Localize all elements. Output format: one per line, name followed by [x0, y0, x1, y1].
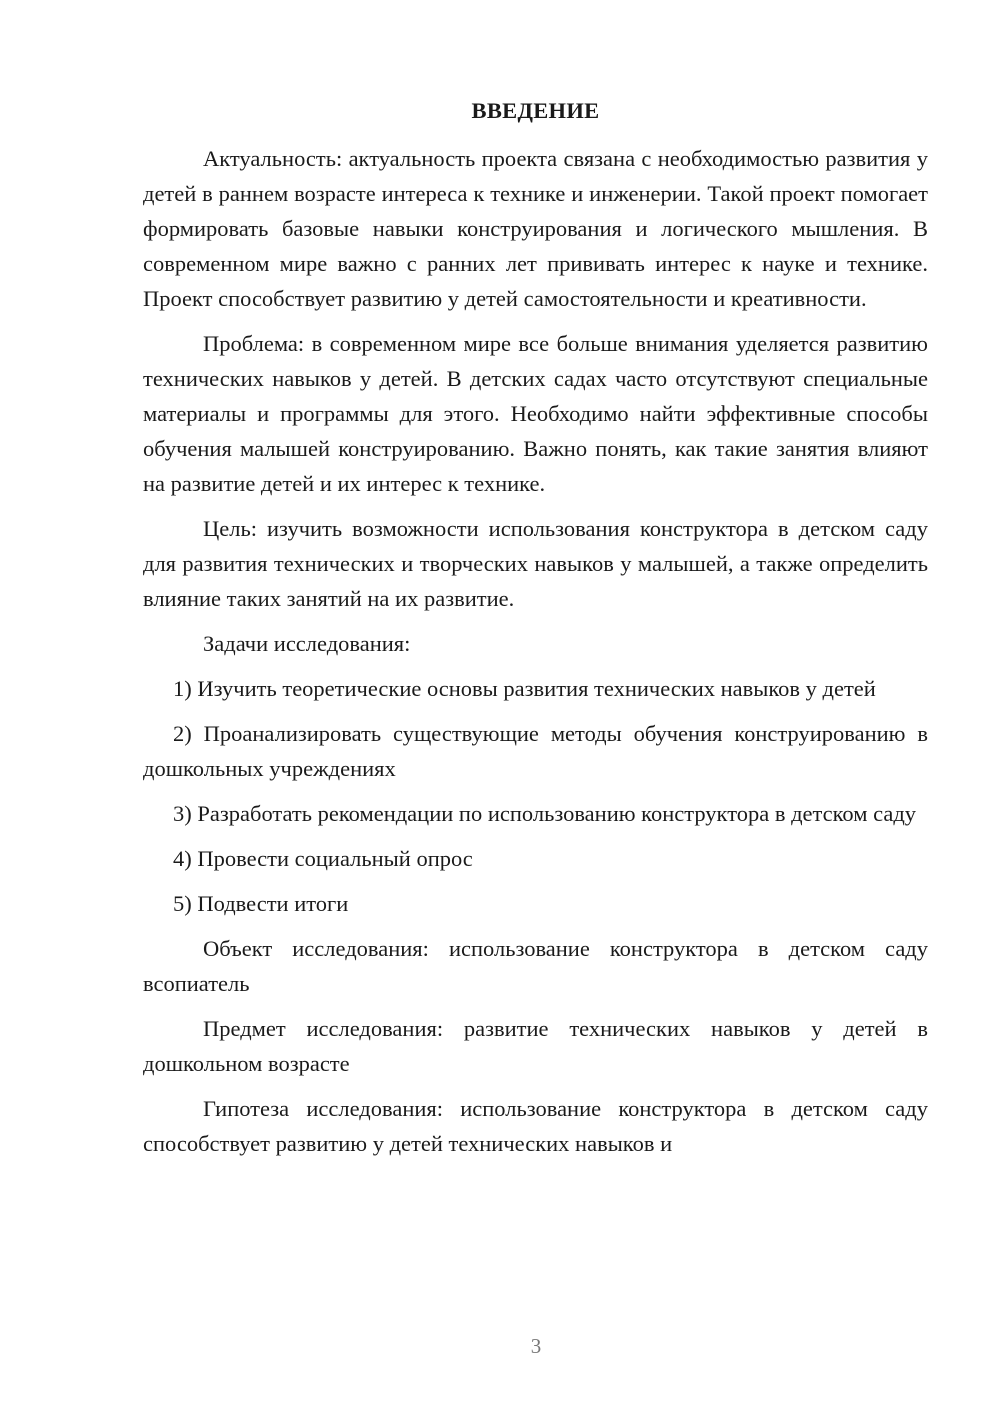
page-number: 3 — [530, 1334, 542, 1358]
task-item-5: 5) Подвести итоги — [173, 891, 349, 916]
paragraph-object: Объект исследования: использование конструктора в детском саду всопиатель — [143, 936, 928, 996]
paragraph-relevance: Актуальность: актуальность проекта связана с необходимостью развития у детей в раннем возрасте интереса к технике и инженерии. Такой проект помогает формировать базовые навыки конструирования и логического мышления. В современном мире важно с ранних лет прививать интерес к науке и технике. Проект способствует развитию у детей самостоятельности и креативности. — [143, 146, 928, 311]
page-content — [143, 93, 928, 1171]
task-item-2: 2) Проанализировать существующие методы обучения конструированию в дошкольных учреждениях — [143, 721, 928, 781]
paragraph-subject: Предмет исследования: развитие технических навыков у детей в дошкольном возрасте — [143, 1016, 928, 1076]
task-item-3: 3) Разработать рекомендации по использованию конструктора в детском саду — [173, 801, 917, 826]
task-item-4: 4) Провести социальный опрос — [173, 846, 473, 871]
paragraph-goal: Цель: изучить возможности использования конструктора в детском саду для развития технических и творческих навыков у малышей, а также определить влияние таких занятий на их развитие. — [143, 516, 928, 611]
paragraph-hypothesis: Гипотеза исследования: использование конструктора в детском саду способствует развитию у детей технических навыков и — [143, 1096, 928, 1156]
paragraph-tasks-heading: Задачи исследования: — [203, 631, 411, 656]
paragraph-problem: Проблема: в современном мире все больше внимания уделяется развитию технических навыков у детей. В детских садах часто отсутствуют специальные материалы и программы для этого. Необходимо найти эффективные способы обучения малышей конструированию. Важно понять, как такие занятия влияют на развитие детей и их интерес к технике. — [143, 331, 928, 496]
task-item-1: 1) Изучить теоретические основы развития технических навыков у детей — [173, 676, 876, 701]
page-title: ВВЕДЕНИЕ — [471, 98, 600, 123]
